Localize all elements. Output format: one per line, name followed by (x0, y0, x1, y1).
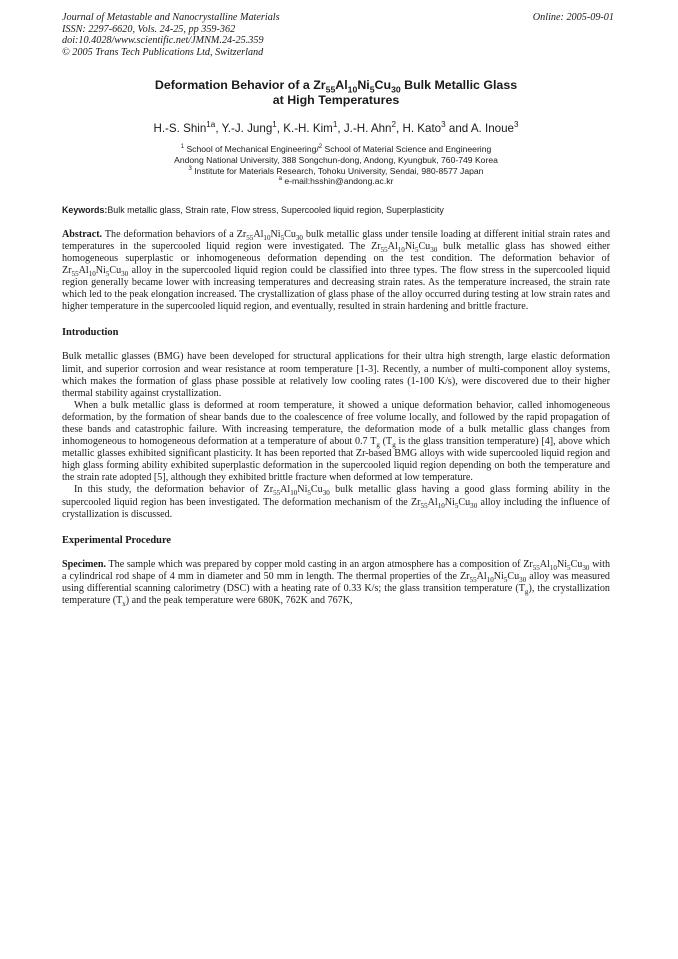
section-heading-experimental: Experimental Procedure (62, 534, 171, 546)
affiliations: $^1$ School of Mechanical Engineering/$^2$ School of Material Science and Engineering Andong National University, 388 Songchun-dong, Andong, Kyungbuk, 760-749 Korea $^3$ Institute for Materials Research, Tohoku University, Sendai, 980-8577 Japan $^a$ e-mail:hsshin@andong.ac.kr (174, 144, 498, 187)
keywords (62, 205, 610, 215)
author-list: H.-S. Shin$^{1a}$, Y.-J. Jung$^1$, K.-H. Kim$^1$, J.-H. Ahn$^2$, H. Kato$^3$ and A. Inoue$^3$ (153, 120, 519, 136)
author: H.-S. Shin (153, 122, 207, 136)
intro-paragraph: In this study, the deformation behavior of $Zr_{55}Al_{10}Ni_5Cu_{30}$ bulk metallic glass having a good glass forming ability in the supercooled liquid region has been investigated. The deformation mechanism of the $Zr_{55}Al_{10}Ni_5Cu_{30}$ alloy including the influence of crystallization is discussed. (62, 484, 610, 520)
journal-doi: doi:10.4028/www.scientific.net/JMNM.24-25.359 (62, 35, 264, 47)
experimental-paragraph: Specimen. The sample which was prepared by copper mold casting in an argon atmosphere has a composition of $Zr_{55}Al_{10}Ni_5Cu_{30}$ with a cylindrical rod shape of 4 mm in diameter and 50 mm in length. The thermal properties of the $Zr_{55}Al_{10}Ni_5Cu_{30}$ alloy was measured using differential scanning calorimetry (DSC) with a heating rate of 0.33 K/s; the glass transition temperature $(T_g)$, the crystallization temperature $(T_x)$ and the peak temperature were 680K, 762K and 767K, (62, 558, 611, 609)
author: J.-H. Ahn (343, 122, 392, 136)
journal-issn: ISSN: 2297-6620, Vols. 24-25, pp 359-362 (62, 23, 236, 35)
email: e-mail:hsshin@andong.ac.kr (284, 176, 394, 187)
keywords-text: Bulk metallic glass, Strain rate, Flow stress, Supercooled liquid region, Superplasticity (107, 204, 444, 215)
author: K.-H. Kim (283, 122, 333, 136)
journal-header (62, 12, 614, 58)
online-date: Online: 2005-09-01 (532, 12, 614, 23)
journal-name: Journal of Metastable and Nanocrystalline Materials (62, 12, 280, 23)
abstract-label: Abstract. (62, 228, 103, 240)
author: A. Inoue (470, 122, 515, 136)
intro-paragraph: Bulk metallic glasses (BMG) have been developed for structural applications for their ultra high strength, large elastic deformation limit, and superior corrosion and wear resistance at room temperature [1-3]. Recently, a number of multi-component alloy systems, which makes the formation of glass phase possible at relatively low cooling rates (1-100 K/s), were discovered due to their higher thermal stability against crystallization. (62, 351, 610, 399)
intro-paragraph: When a bulk metallic glass is deformed at room temperature, it showed a unique deformation behavior, called inhomogeneous deformation, by the formation of shear bands due to the coalescence of free volume locally, and followed by the rapid propagation of these bands and catastrophic failure. With increasing temperature, the deformation mode of a bulk metallic glass changes from inhomogeneous to homogeneous deformation at a temperature of about 0.7 $T_g$ ($T_g$ is the glass transition temperature) [4], above which metallic glasses exhibited significant plasticity. It has been reported that Zr-based BMG alloys with wide supercooled liquid region and high glass forming ability exhibited superplastic deformation in the supercooled liquid region depending on both the temperature and the strain rate adopted [5], although they exhibited brittle fracture when deformed at low temperature. (62, 399, 610, 484)
specimen-label: Specimen. (62, 558, 107, 570)
keywords-label: Keywords: (62, 204, 108, 215)
author: Y.-J. Jung (221, 122, 273, 136)
abstract: Abstract. The deformation behaviors of a $Zr_{55}Al_{10}Ni_5Cu_{30}$ bulk metallic glass under tensile loading at different initial strain rates and temperatures in the supercooled liquid region were investigated. The $Zr_{55}Al_{10}Ni_5Cu_{30}$ bulk metallic glass has showed either homogeneous superplastic or inhomogeneous deformation depending on the test condition. The deformation behavior of $Zr_{55}Al_{10}Ni_5Cu_{30}$ alloy in the supercooled liquid region could be classified into three types. The flow stress in the supercooled liquid region generally became lower with increasing temperatures and decreasing strain rates. As the temperature increased, the strain rate which led to the peak elongation increased. The crystallization of glass phase of the alloy occurred during testing at low strain rates and higher temperature in the supercooled liquid region, and eventually, resulted in strain hardening and brittle fracture. (62, 228, 611, 313)
paper-title: Deformation Behavior of a $Zr_{55}Al_{10}Ni_5Cu_{30}$ Bulk Metallic Glass at High Temperatures (154, 78, 518, 108)
author: H. Kato (402, 122, 442, 136)
section-heading-introduction: Introduction (62, 327, 119, 339)
journal-copyright: © 2005 Trans Tech Publications Ltd, Switzerland (62, 46, 264, 58)
